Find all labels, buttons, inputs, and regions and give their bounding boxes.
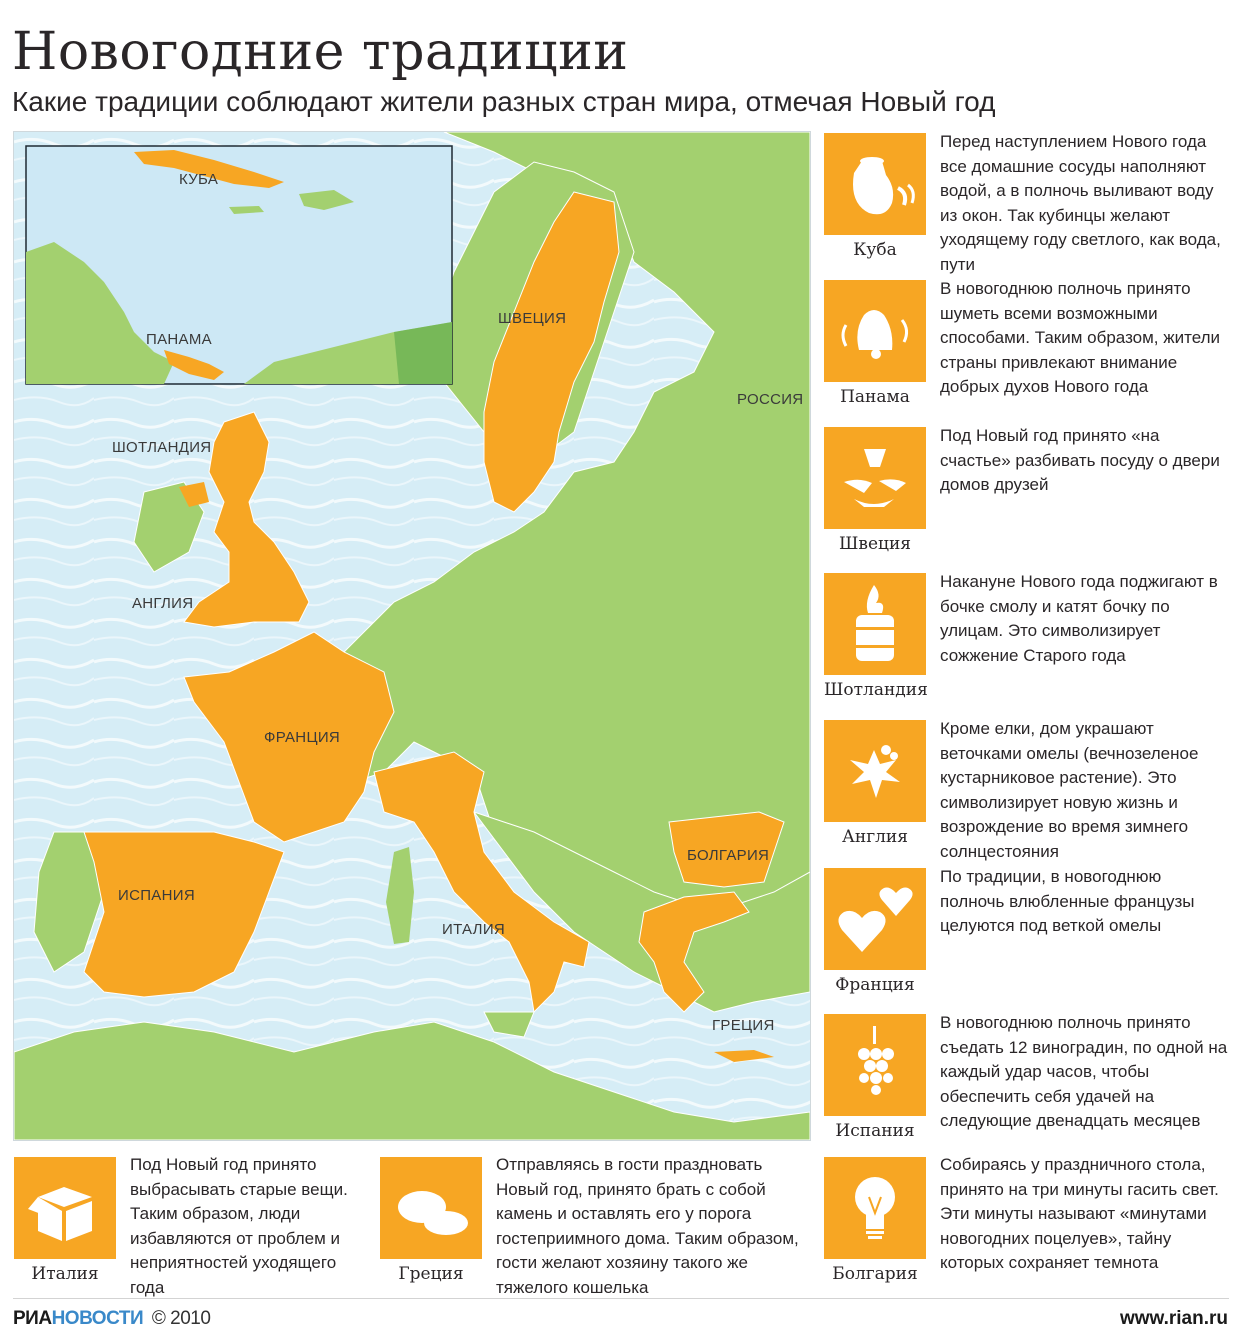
text-panama: В новогоднюю полночь принято шуметь всеми возможными способами. Таким образом, жители страны привлекают внимание добрых духов Нового года (940, 279, 1221, 396)
text-scotland: Накануне Нового года поджигают в бочке смолу и катят бочку по улицам. Это символизирует сожжение Старого года (940, 572, 1218, 665)
caption-panama: Панама (840, 387, 910, 407)
caption-sweden: Швеция (838, 534, 912, 554)
label-england: АНГЛИЯ (132, 595, 194, 612)
text-cuba: Перед наступлением Нового года все домашние сосуды наполняют водой, а в полночь выливают воду из окон. Так кубинцы желают уходящему году светлого, как вода, пути (940, 132, 1221, 274)
ria-novosti-logo (13, 1308, 210, 1330)
label-france: ФРАНЦИЯ (264, 729, 341, 746)
label-italy: ИТАЛИЯ (442, 921, 506, 938)
logo-novosti: НОВОСТИ (51, 1308, 144, 1329)
copyright: © 2010 (151, 1308, 211, 1329)
caption-scotland: Шотландия (824, 680, 928, 700)
label-scotland: ШОТЛАНДИЯ (112, 439, 212, 456)
jug-icon (824, 133, 926, 235)
caption-greece: Греция (398, 1264, 464, 1284)
caption-cuba: Куба (853, 240, 897, 260)
text-italy: Под Новый год принято выбрасывать старые вещи. Таким образом, люди избавляются от проблем и неприятностей уходящего года (130, 1155, 348, 1297)
text-bulgaria: Собираясь у праздничного стола, принято на три минуты гасить свет. Эти минуты называют «минутами новогодних поцелуев», тайну которых сохраняет темнота (940, 1155, 1219, 1272)
text-spain: В новогоднюю полночь принято съедать 12 виноградин, по одной на каждый удар часов, чтобы обеспечить себя удачей на следующие двенадцать месяцев (940, 1013, 1228, 1130)
caption-spain: Испания (835, 1121, 915, 1141)
grapes-icon (824, 1014, 926, 1116)
caribbean-inset (26, 146, 452, 384)
broken-dishes-icon (824, 427, 926, 529)
label-russia: РОССИЯ (737, 391, 804, 408)
map-canvas (14, 132, 810, 1140)
text-england: Кроме елки, дом украшают веточками омелы (вечнозеленое кустарниковое растение). Это символизирует новую жизнь и возрождение во время зимнего солнцестояния (940, 719, 1199, 861)
page-subtitle: Какие традиции соблюдают жители разных стран мира, отмечая Новый год (12, 86, 996, 117)
caption-italy: Италия (31, 1264, 99, 1284)
caption-england: Англия (842, 827, 908, 847)
label-greece: ГРЕЦИЯ (712, 1017, 775, 1034)
text-sweden: Под Новый год принято «на счастье» разбивать посуду о двери домов друзей (940, 426, 1220, 494)
stones-icon (380, 1157, 482, 1259)
label-cuba: КУБА (179, 171, 219, 188)
label-bulgaria: БОЛГАРИЯ (687, 847, 770, 864)
label-spain: ИСПАНИЯ (118, 887, 195, 904)
page-title: Новогодние традиции (12, 22, 629, 82)
logo-ria: РИА (13, 1308, 52, 1329)
text-greece: Отправляясь в гости праздновать Новый год, принято брать с собой камень и оставлять его у порога гостеприимного дома. Таким образом, гости желают хозяину такого же тяжелого кошелька (496, 1155, 799, 1297)
label-panama: ПАНАМА (146, 331, 212, 348)
hearts-icon (824, 868, 926, 970)
mistletoe-icon (824, 720, 926, 822)
burning-barrel-icon (824, 573, 926, 675)
site-link[interactable]: www.rian.ru (1119, 1308, 1228, 1329)
caption-france: Франция (835, 975, 915, 995)
caption-bulgaria: Болгария (832, 1264, 918, 1284)
light-bulb-icon (824, 1157, 926, 1259)
footer-divider (13, 1298, 1229, 1299)
bell-icon (824, 280, 926, 382)
box-icon (14, 1157, 116, 1259)
text-france: По традиции, в новогоднюю полночь влюбленные французы целуются под веткой омелы (940, 867, 1195, 935)
europe-map (13, 131, 811, 1141)
label-sweden: ШВЕЦИЯ (498, 310, 567, 327)
